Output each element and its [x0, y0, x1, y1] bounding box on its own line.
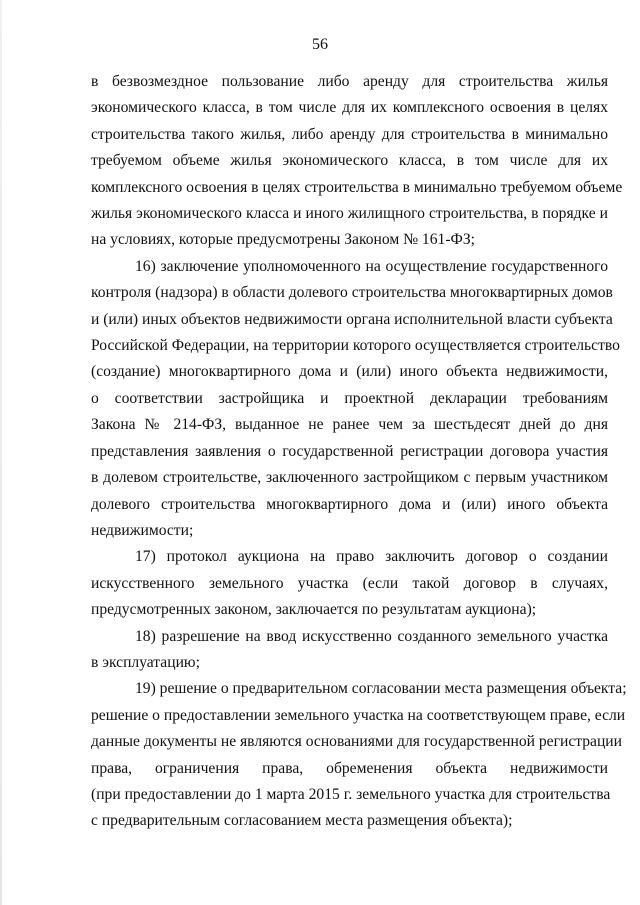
text-line: 18) разрешение на ввод искусственно созданного земельного участка	[135, 627, 608, 645]
text-line: данные документы не являются основаниями для государственной регистрации	[91, 733, 622, 751]
text-line: искусственного земельного участка (если такой договор в случаях,	[91, 574, 608, 592]
text-line: жилья экономического класса и иного жилищного строительства, в порядке и	[91, 205, 608, 223]
paragraph-item-18	[91, 624, 608, 677]
text-line: контроля (надзора) в области долевого строительства многоквартирных домов	[91, 284, 613, 302]
text-line: 19) решение о предварительном согласовании места размещения объекта;	[135, 680, 627, 698]
text-line: (при предоставлении до 1 марта 2015 г. земельного участка для строительства	[91, 785, 611, 803]
document-body	[91, 69, 627, 835]
text-line: 16) заключение уполномоченного на осуществление государственного	[135, 257, 608, 275]
text-line: в эксплуатацию;	[91, 653, 200, 671]
text-line: в долевом строительстве, заключенного застройщиком с первым участником	[91, 469, 608, 487]
paragraph-item-17	[91, 544, 608, 623]
scan-edge	[0, 0, 2, 905]
text-line: строительства такого жилья, либо аренду для строительства в минимально	[91, 125, 608, 143]
text-line: требуемом объеме жилья экономического класса, в том числе для их	[91, 152, 608, 170]
paragraph-item-16	[91, 254, 620, 544]
text-line: права, ограничения права, обременения объекта недвижимости	[91, 759, 608, 777]
paragraph-item-19	[91, 676, 627, 834]
page-number: 56	[312, 36, 328, 53]
text-line: предусмотренных законом, заключается по результатам аукциона);	[91, 601, 537, 619]
text-line: долевого строительства многоквартирного дома и (или) иного объекта	[91, 495, 608, 513]
text-line: недвижимости;	[91, 521, 194, 539]
text-line: (создание) многоквартирного дома и (или) иного объекта недвижимости,	[91, 363, 608, 381]
text-line: с предварительным согласованием места размещения объекта);	[91, 812, 513, 830]
text-line: комплексного освоения в целях строительства в минимально требуемом объеме	[91, 178, 623, 196]
text-line: и (или) иных объектов недвижимости органа исполнительной власти субъекта	[91, 310, 613, 328]
text-line: Закона № 214-ФЗ, выданное не ранее чем за шестьдесят дней до дня	[91, 416, 608, 434]
text-line: Российской Федерации, на территории которого осуществляется строительство	[91, 337, 620, 355]
text-line: экономического класса, в том числе для их комплексного освоения в целях	[91, 99, 608, 117]
text-line: представления заявления о государственной регистрации договора участия	[91, 442, 608, 460]
text-line: решение о предоставлении земельного участка на соответствующем праве, если	[91, 706, 626, 724]
text-line: на условиях, которые предусмотрены Законом № 161-ФЗ;	[91, 231, 475, 249]
text-line: в безвозмездное пользование либо аренду для строительства жилья	[91, 73, 608, 90]
paragraph-intro	[91, 69, 623, 254]
text-line: 17) протокол аукциона на право заключить договор о создании	[135, 548, 608, 566]
text-line: о соответствии застройщика и проектной декларации требованиям	[91, 389, 608, 407]
